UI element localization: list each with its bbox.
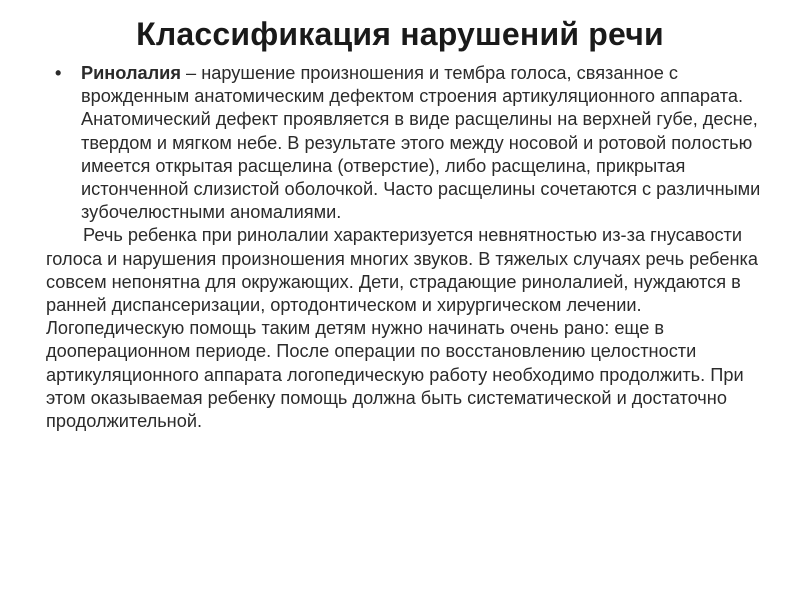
bullet-term: Ринолалия — [81, 63, 181, 83]
bullet-marker: • — [55, 63, 62, 83]
slide-title: Классификация нарушений речи — [136, 16, 664, 52]
body-paragraph: Речь ребенка при ринолалии характеризуется невнятностью из-за гнусавости голоса и нарушения произношения многих звуков. В тяжелых случаях речь ребенка совсем непонятна для окружающих. Дети, страдающие ринолалией, нуждаются в ранней диспансеризации, ортодонтическом и хирургическом лечении. Логопедическую помощь таким детям нужно начинать очень рано: еще в дооперационном периоде. После операции по восстановлению целостности артикуляционного аппарата логопедическую работу необходимо продолжить. При этом оказываемая ребенку помощь должна быть систематической и достаточно продолжительной. — [46, 225, 758, 432]
slide-body — [46, 62, 761, 433]
bullet-text: – нарушение произношения и тембра голоса, связанное с врожденным анатомическим дефектом строения артикуляционного аппарата. Анатомический дефект проявляется в виде расщелины на верхней губе, десне, твердом и мягком небе. В результате этого между носовой и ротовой полостью имеется открытая расщелина (отверстие), либо расщелина, прикрытая истонченной слизистой оболочкой. Часто расщелины сочетаются с различными зубочелюстными аномалиями. — [81, 63, 761, 223]
bullet-item — [46, 62, 761, 224]
